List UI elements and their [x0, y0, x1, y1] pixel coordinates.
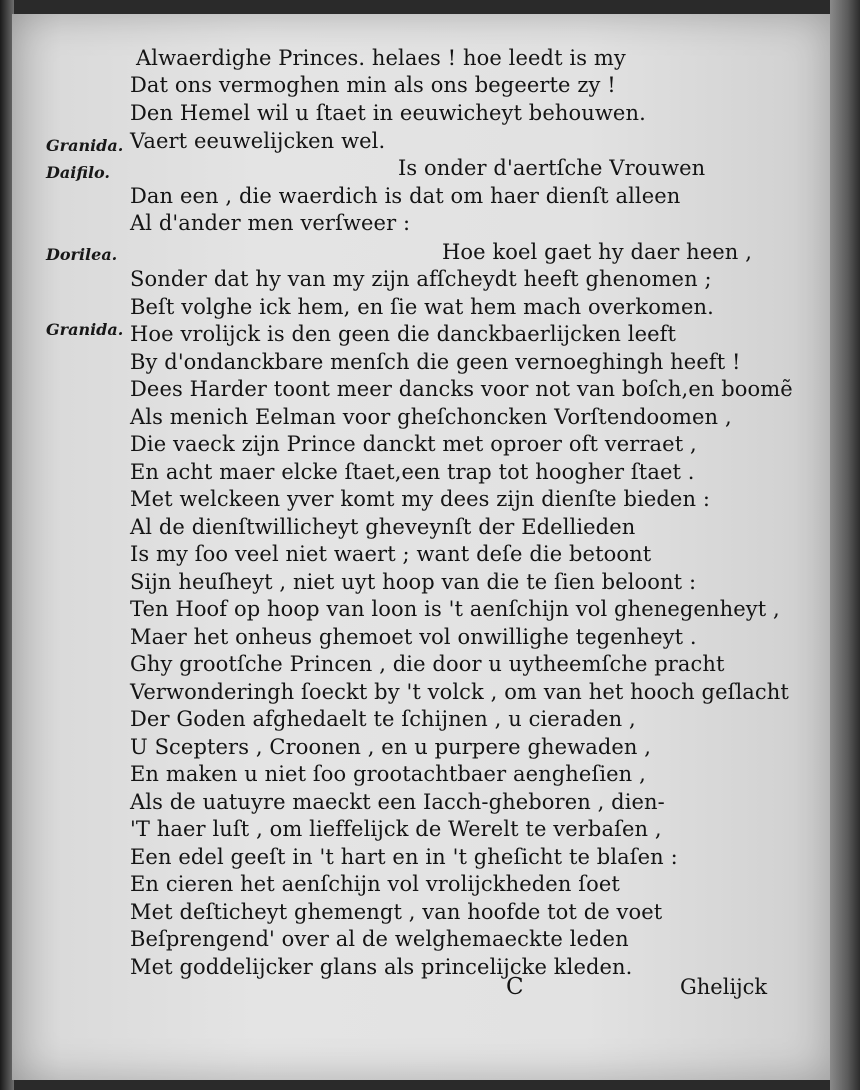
verse-line: U Scepters , Croonen , en u purpere ghewaden , [130, 735, 652, 759]
verse-line: En cieren het aenſchijn vol vrolijckheden ſoet [130, 872, 620, 896]
verse-line: Dat ons vermoghen min als ons begeerte zy ! [130, 73, 616, 97]
verse-line: En acht maer elcke ſtaet,een trap tot hoogher ſtaet . [130, 460, 695, 484]
verse-line: Al de dienſtwillicheyt gheveynſt der Edellieden [130, 515, 636, 539]
verse-line: Als de uatuyre maeckt een Iacch-gheboren , dien- [130, 790, 665, 814]
verse-line: Der Goden afghedaelt te ſchijnen , u cieraden , [130, 707, 636, 731]
verse-line: Dees Harder toont meer dancks voor not van boſch,en boomẽ [130, 377, 793, 401]
speaker-granida: Granida. [46, 136, 124, 155]
verse-line: Ten Hoof op hoop van loon is 't aenſchijn vol ghenegenheyt , [130, 597, 780, 621]
verse-line: Ghy grootſche Princen , die door u uytheemſche pracht [130, 652, 725, 676]
verse-line: Die vaeck zijn Prince danckt met oproer oft verraet , [130, 432, 697, 456]
verse-line: Sijn heuſheyt , niet uyt hoop van die te ſien beloont : [130, 570, 697, 594]
verse-line: Verwonderingh ſoeckt by 't volck , om van het hooch geſlacht [130, 680, 789, 704]
catchword: Ghelijck [680, 975, 768, 999]
book-page-edges [830, 0, 860, 1090]
speaker-daifilo: Daifilo. [46, 163, 110, 182]
speaker-dorilea: Dorilea. [46, 245, 118, 264]
verse-line: Met welckeen yver komt my dees zijn dienſte bieden : [130, 487, 711, 511]
verse-line: Als menich Eelman voor gheſchoncken Vorſtendoomen , [130, 405, 732, 429]
verse-line: 'T haer luſt , om lieffelijck de Werelt te verbaſen , [130, 817, 662, 841]
verse-line: Is my ſoo veel niet waert ; want deſe die betoont [130, 542, 652, 566]
verse-line: Hoe koel gaet hy daer heen , [442, 240, 752, 264]
verse-line: Is onder d'aertſche Vrouwen [398, 156, 706, 180]
verse-line: Een edel geeſt in 't hart en in 't gheſicht te blaſen : [130, 845, 678, 869]
verse-line: Dan een , die waerdich is dat om haer dienſt alleen [130, 184, 681, 208]
verse-line: En maken u niet ſoo grootachtbaer aengheſien , [130, 762, 646, 786]
verse-line: Met deſticheyt ghemengt , van hoofde tot de voet [130, 900, 663, 924]
verse-line: By d'ondanckbare menſch die geen vernoeghingh heeft ! [130, 350, 741, 374]
signature-mark: C [506, 974, 524, 1000]
verse-line: Alwaerdighe Princes. helaes ! hoe leedt is my [136, 46, 626, 70]
verse-line: Hoe vrolijck is den geen die danckbaerlijcken leeft [130, 322, 677, 346]
verse-line: Beſprengend' over al de welghemaeckte leden [130, 927, 629, 951]
verse-line: Maer het onheus ghemoet vol onwillighe tegenheyt . [130, 625, 697, 649]
verse-line: Al d'ander men verſweer : [130, 211, 411, 235]
verse-line: Vaert eeuwelijcken wel. [130, 129, 386, 153]
verse-line: Beſt volghe ick hem, en ſie wat hem mach overkomen. [130, 295, 714, 319]
speaker-granida: Granida. [46, 320, 124, 339]
verse-line: Met goddelijcker glans als princelijcke kleden. [130, 955, 633, 979]
verse-line: Sonder dat hy van my zijn afſcheydt heeft ghenomen ; [130, 267, 712, 291]
verse-line: Den Hemel wil u ſtaet in eeuwicheyt behouwen. [130, 101, 646, 125]
